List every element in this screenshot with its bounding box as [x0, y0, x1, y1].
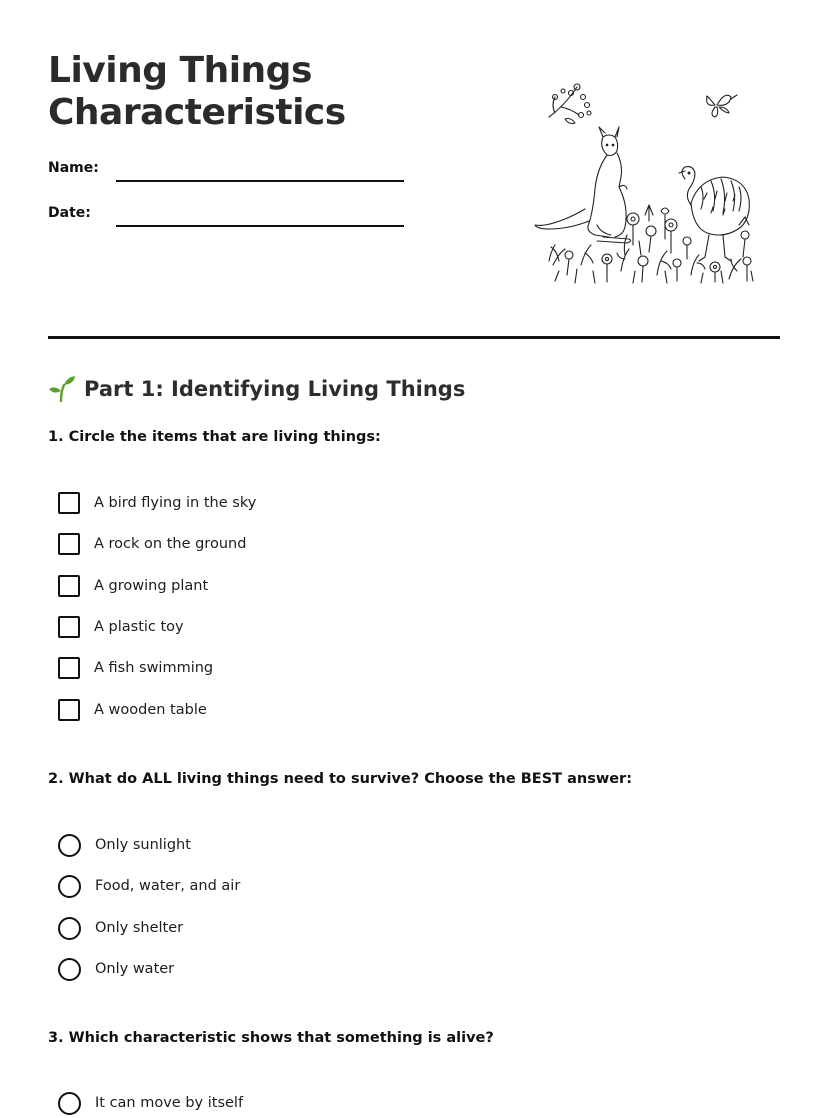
name-field[interactable]: [116, 180, 404, 182]
kangaroo-icon: [535, 127, 631, 243]
checkbox[interactable]: [58, 575, 80, 597]
radio-button[interactable]: [58, 1092, 81, 1115]
part-1-heading-text: Part 1: Identifying Living Things: [84, 377, 466, 401]
name-label: Name:: [48, 160, 99, 176]
question-3: 3. Which characteristic shows that something is alive?: [48, 1030, 494, 1046]
emu-icon: [679, 167, 749, 261]
radio-button[interactable]: [58, 958, 81, 981]
q1-option-2[interactable]: [58, 532, 246, 556]
q3-option-1[interactable]: [58, 1091, 243, 1115]
checkbox[interactable]: [58, 616, 80, 638]
wildflowers-icon: [549, 205, 753, 283]
branch-icon: [549, 84, 591, 124]
checkbox[interactable]: [58, 657, 80, 679]
date-field[interactable]: [116, 225, 404, 227]
checkbox[interactable]: [58, 699, 80, 721]
option-label: Only sunlight: [95, 837, 191, 853]
date-label: Date:: [48, 205, 91, 221]
option-label: Food, water, and air: [95, 878, 241, 894]
option-label: A growing plant: [94, 578, 209, 594]
option-label: A plastic toy: [94, 619, 184, 635]
q1-option-6[interactable]: [58, 698, 207, 722]
sprout-icon: [48, 375, 76, 403]
q1-option-3[interactable]: [58, 574, 208, 598]
q2-option-3[interactable]: [58, 916, 183, 940]
q2-option-1[interactable]: [58, 833, 191, 857]
q1-option-1[interactable]: [58, 491, 256, 515]
part-1-heading: [48, 374, 465, 404]
option-label: It can move by itself: [95, 1095, 244, 1111]
page-title: [48, 50, 346, 134]
q2-option-2[interactable]: [58, 874, 240, 898]
radio-button[interactable]: [58, 834, 81, 857]
q1-option-4[interactable]: [58, 615, 184, 639]
section-divider: [48, 336, 780, 339]
option-label: A rock on the ground: [94, 536, 247, 552]
option-label: Only water: [95, 961, 175, 977]
butterfly-icon: [707, 95, 737, 117]
question-1: 1. Circle the items that are living things:: [48, 429, 381, 445]
option-label: Only shelter: [95, 920, 184, 936]
option-label: A bird flying in the sky: [94, 495, 257, 511]
radio-button[interactable]: [58, 917, 81, 940]
option-label: A wooden table: [94, 702, 207, 718]
title-line-1: Living Things: [48, 50, 312, 91]
radio-button[interactable]: [58, 875, 81, 898]
checkbox[interactable]: [58, 533, 80, 555]
question-2: 2. What do ALL living things need to survive? Choose the BEST answer:: [48, 771, 633, 787]
q2-option-4[interactable]: [58, 957, 174, 981]
title-line-2: Characteristics: [48, 92, 346, 133]
option-label: A fish swimming: [94, 660, 214, 676]
checkbox[interactable]: [58, 492, 80, 514]
q1-option-5[interactable]: [58, 656, 213, 680]
kangaroo-emu-wildflowers-illustration: [525, 75, 765, 295]
